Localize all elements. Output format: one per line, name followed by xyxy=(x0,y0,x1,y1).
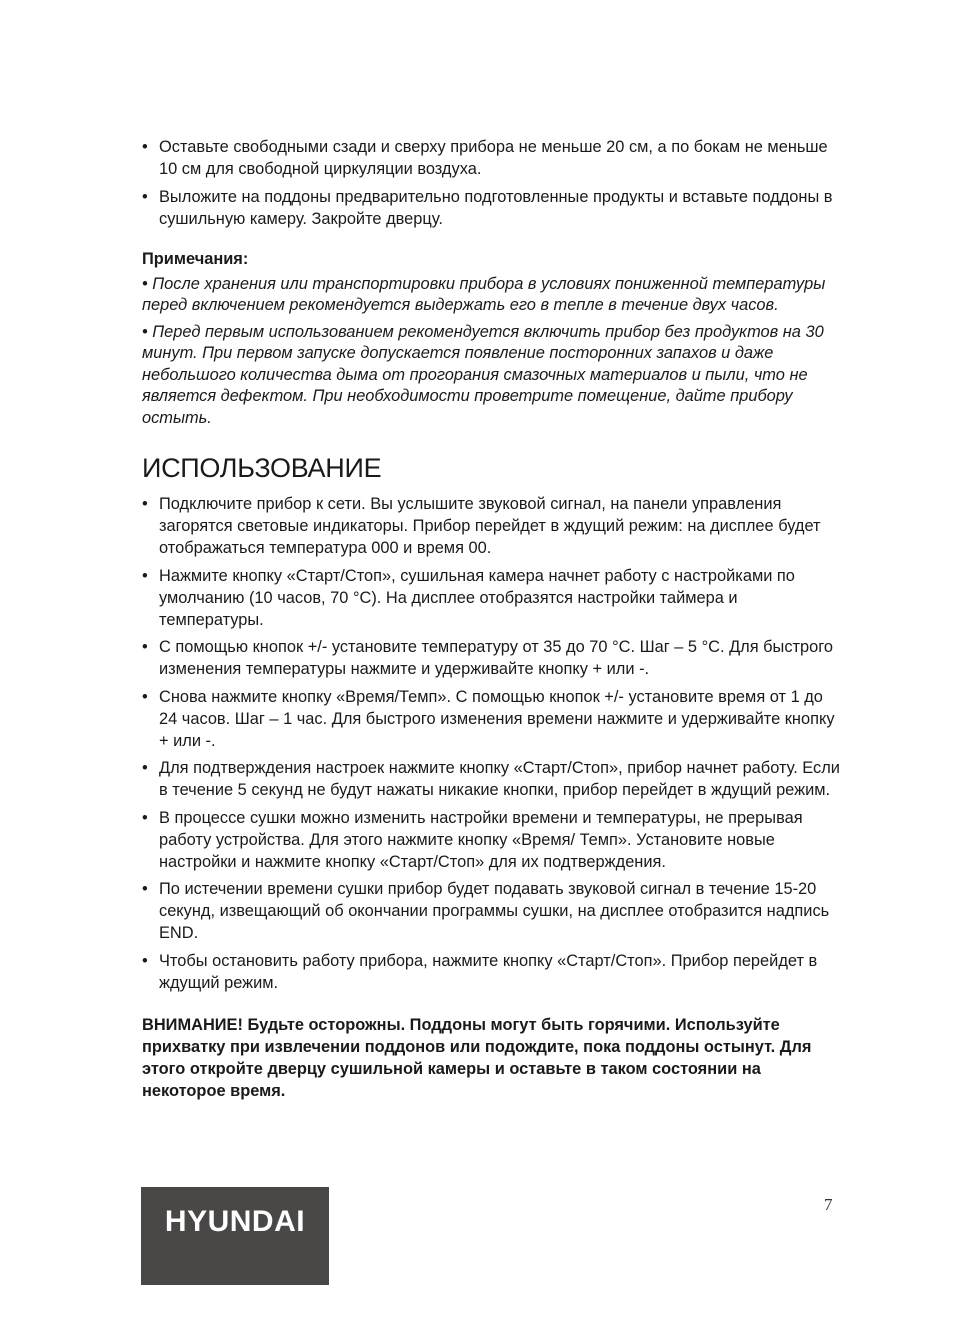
warning-text: ВНИМАНИЕ! Будьте осторожны. Поддоны могут быть горячими. Используйте прихватку при извлечении поддонов или подождите, пока поддоны остынут. Для этого откройте дверцу сушильной камеры и оставьте в таком состоянии на некоторое время. xyxy=(142,1015,812,1100)
list-item: • Оставьте свободными сзади и сверху прибора не меньше 20 см, а по бокам не меньше 10 см для свободной циркуляции воздуха. xyxy=(142,136,842,180)
notes-title: Примечания: xyxy=(142,249,249,268)
list-item: • Нажмите кнопку «Старт/Стоп», сушильная камера начнет работу с настройками по умолчанию (10 часов, 70 °C). На дисплее отобразятся настройки таймера и температуры. xyxy=(142,565,842,631)
list-item: • В процессе сушки можно изменить настройки времени и температуры, не прерывая работу устройства. Для этого нажмите кнопку «Время/ Темп». Установите новые настройки и нажмите кнопку «Старт/Стоп» для их подтверждения. xyxy=(142,807,842,873)
list-item: • Для подтверждения настроек нажмите кнопку «Старт/Стоп», прибор начнет работу. Если в течение 5 секунд не будут нажаты никакие кнопки, прибор перейдет в ждущий режим. xyxy=(142,757,842,801)
page-content xyxy=(142,136,842,1102)
brand-logo-text: HYUNDAI xyxy=(164,1205,306,1238)
brand-logo xyxy=(141,1187,329,1285)
list-item: • Подключите прибор к сети. Вы услышите звуковой сигнал, на панели управления загорятся световые индикаторы. Прибор перейдет в ждущий режим: на дисплее будет отображаться температура 000 и время 00. xyxy=(142,493,842,559)
usage-list xyxy=(142,493,842,994)
section-title: ИСПОЛЬЗОВАНИЕ xyxy=(142,453,382,483)
note-item: • Перед первым использованием рекомендуется включить прибор без продуктов на 30 минут. При первом запуске допускается появление посторонних запахов и даже небольшого количества дыма от прогорания смазочных материалов и пыли, что не является дефектом. При необходимости проветрите помещение, дайте прибору остыть. xyxy=(142,322,824,427)
note-item: • После хранения или транспортировки прибора в условиях пониженной температуры перед включением рекомендуется выдержать его в тепле в течение двух часов. xyxy=(142,274,826,314)
list-item: • По истечении времени сушки прибор будет подавать звуковой сигнал в течение 15-20 секунд, извещающий об окончании программы сушки, на дисплее отобразится надпись END. xyxy=(142,878,842,944)
list-item: • Выложите на поддоны предварительно подготовленные продукты и вставьте поддоны в сушильную камеру. Закройте дверцу. xyxy=(142,186,842,230)
setup-list xyxy=(142,136,842,230)
list-item: • С помощью кнопок +/- установите температуру от 35 до 70 °C. Шаг – 5 °C. Для быстрого изменения температуры нажмите и удерживайте кнопку + или -. xyxy=(142,636,842,680)
list-item: • Снова нажмите кнопку «Время/Темп». С помощью кнопок +/- установите время от 1 до 24 часов. Шаг – 1 час. Для быстрого изменения времени нажмите и удерживайте кнопку + или -. xyxy=(142,686,842,752)
page-number: 7 xyxy=(824,1195,833,1214)
list-item: • Чтобы остановить работу прибора, нажмите кнопку «Старт/Стоп». Прибор перейдет в ждущий режим. xyxy=(142,950,842,994)
